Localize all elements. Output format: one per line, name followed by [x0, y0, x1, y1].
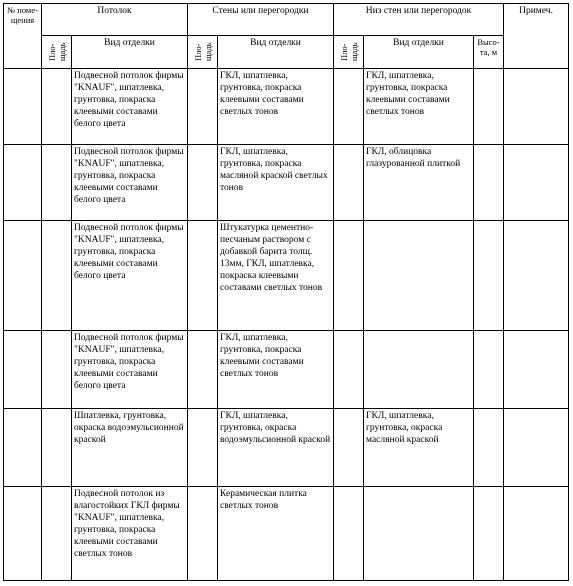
room-number-cell — [4, 487, 42, 581]
ceiling-finish-cell: Подвесной потолок фирмы "KNAUF", шпатлевка, грунтовка, покраска клеевыми составами белого цвета — [72, 69, 188, 145]
walls-area-cell — [188, 487, 218, 581]
walls-area-cell — [188, 221, 218, 331]
header-ceiling: Потолок — [42, 4, 188, 36]
lower-finish-cell: ГКЛ, шпатлевка, грунтовка, окраска масляной краской — [364, 409, 474, 487]
lower-area-label: Пло-щадь — [338, 42, 359, 62]
note-cell — [504, 145, 569, 221]
ceiling-finish-cell: Подвесной потолок фирмы "KNAUF", шпатлевка, грунтовка, покраска клеевыми составами белого цвета — [72, 221, 188, 331]
table-row — [4, 409, 569, 487]
lower-area-cell — [334, 145, 364, 221]
ceiling-area-cell — [42, 145, 72, 221]
table-row — [4, 69, 569, 145]
header-lower-walls: Низ стен или перегородок — [334, 4, 504, 36]
walls-finish-cell: ГКЛ, шпатлевка, грунтовка, покраска клеевыми составами светлых тонов — [218, 331, 334, 409]
walls-area-label: Пло-щадь — [192, 42, 213, 62]
note-cell — [504, 221, 569, 331]
walls-finish-cell: Штукатурка цементно-песчаным раствором с добавкой барита толщ. 13мм, ГКЛ, шпатлевка, покраска клеевыми составами светлых тонов — [218, 221, 334, 331]
ceiling-area-cell — [42, 69, 72, 145]
walls-area-cell — [188, 331, 218, 409]
ceiling-finish-cell: Подвесной потолок фирмы "KNAUF", шпатлевка, грунтовка, покраска клеевыми составами белого цвета — [72, 145, 188, 221]
header-lower-finish-type: Вид отделки — [364, 36, 474, 69]
walls-area-cell — [188, 69, 218, 145]
header-walls: Стены или перегородки — [188, 4, 334, 36]
finish-schedule-table — [3, 3, 569, 581]
lower-height-cell — [474, 145, 504, 221]
lower-area-cell — [334, 487, 364, 581]
header-walls-area — [188, 36, 218, 69]
lower-height-cell — [474, 221, 504, 331]
ceiling-finish-cell: Подвесной потолок фирмы "KNAUF", шпатлевка, грунтовка, покраска клеевыми составами белого цвета — [72, 331, 188, 409]
walls-finish-cell: Керамическая плитка светлых тонов — [218, 487, 334, 581]
room-number-cell — [4, 409, 42, 487]
walls-finish-cell: ГКЛ, шпатлевка, грунтовка, покраска масляной краской светлых тонов — [218, 145, 334, 221]
ceiling-area-label: Пло-щадь — [46, 42, 67, 62]
ceiling-area-cell — [42, 331, 72, 409]
note-cell — [504, 331, 569, 409]
walls-area-cell — [188, 409, 218, 487]
header-lower-area — [334, 36, 364, 69]
lower-height-cell — [474, 69, 504, 145]
header-note: Примеч. — [504, 4, 569, 69]
note-cell — [504, 69, 569, 145]
note-cell — [504, 409, 569, 487]
lower-finish-cell: ГКЛ, шпатлевка, грунтовка, покраска клеевыми составами светлых тонов — [364, 69, 474, 145]
header-walls-finish-type: Вид отделки — [218, 36, 334, 69]
ceiling-area-cell — [42, 409, 72, 487]
room-number-cell — [4, 69, 42, 145]
room-number-cell — [4, 145, 42, 221]
lower-finish-cell — [364, 331, 474, 409]
walls-finish-cell: ГКЛ, шпатлевка, грунтовка, окраска водоэмульсионной краской — [218, 409, 334, 487]
header-lower-height: Высо-та, м — [474, 36, 504, 69]
lower-area-cell — [334, 409, 364, 487]
lower-area-cell — [334, 331, 364, 409]
lower-finish-cell: ГКЛ, облицовка глазурованной плиткой — [364, 145, 474, 221]
note-cell — [504, 487, 569, 581]
table-row — [4, 145, 569, 221]
ceiling-finish-cell: Шпатлевка, грунтовка, окраска водоэмульсионной краской — [72, 409, 188, 487]
ceiling-area-cell — [42, 221, 72, 331]
ceiling-finish-cell: Подвесной потолок из влагостойких ГКЛ фирмы "KNAUF", шпатлевка, грунтовка, покраска клеевыми составами светлых тонов — [72, 487, 188, 581]
room-number-cell — [4, 221, 42, 331]
table-row — [4, 331, 569, 409]
lower-height-cell — [474, 331, 504, 409]
ceiling-area-cell — [42, 487, 72, 581]
header-ceiling-finish-type: Вид отделки — [72, 36, 188, 69]
header-room-number: № поме-щения — [4, 4, 42, 69]
room-number-cell — [4, 331, 42, 409]
walls-finish-cell: ГКЛ, шпатлевка, грунтовка, покраска клеевыми составами светлых тонов — [218, 69, 334, 145]
lower-height-cell — [474, 487, 504, 581]
header-ceiling-area — [42, 36, 72, 69]
table-row — [4, 487, 569, 581]
lower-area-cell — [334, 221, 364, 331]
lower-area-cell — [334, 69, 364, 145]
lower-finish-cell — [364, 487, 474, 581]
lower-height-cell — [474, 409, 504, 487]
walls-area-cell — [188, 145, 218, 221]
table-row — [4, 221, 569, 331]
lower-finish-cell — [364, 221, 474, 331]
